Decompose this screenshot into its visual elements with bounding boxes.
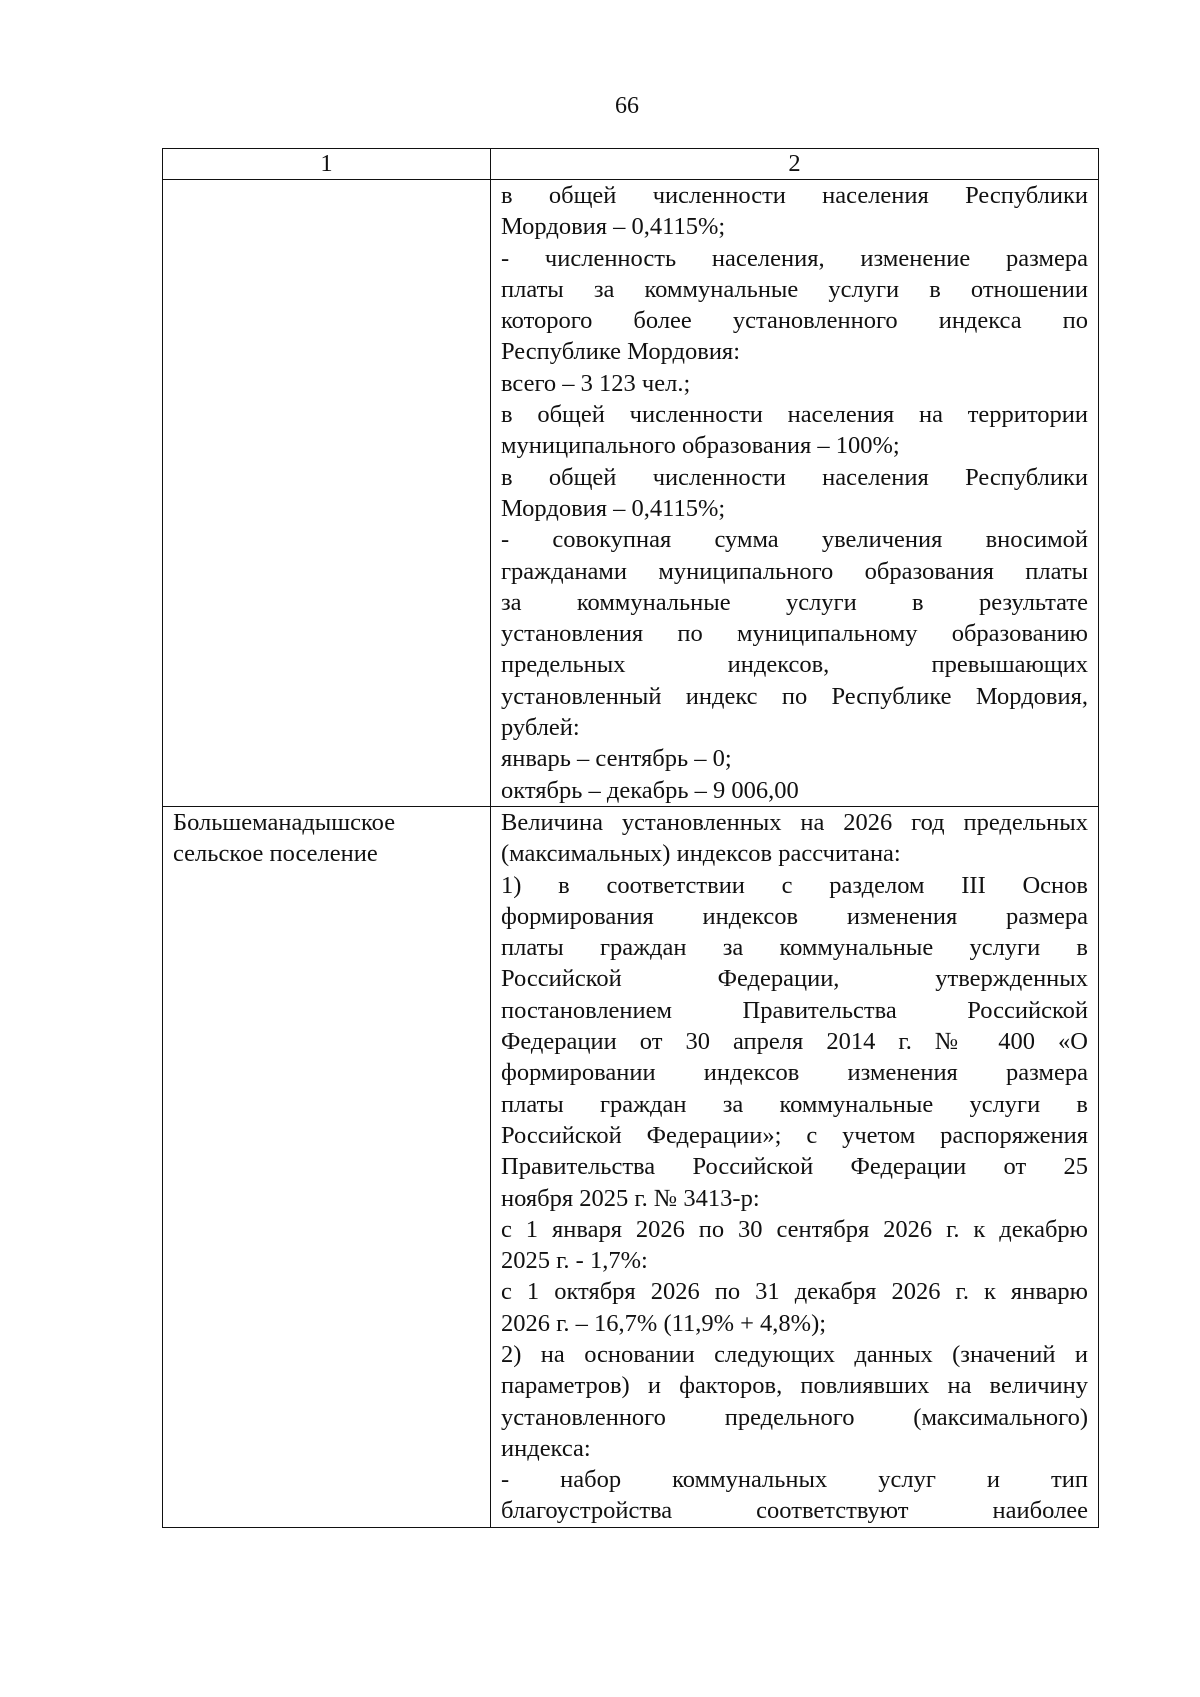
municipality-cell bbox=[163, 806, 491, 1527]
table-row bbox=[163, 806, 1099, 1527]
data-table bbox=[162, 148, 1099, 1528]
description-line: муниципального образования – 100%; bbox=[501, 432, 900, 460]
description-line: гражданами муниципального образования платы bbox=[501, 557, 1088, 585]
description-line: Республике Мордовия: bbox=[501, 338, 741, 366]
description-line: - совокупная сумма увеличения вносимой bbox=[501, 526, 1088, 554]
description-line: 1) в соответствии с разделом III Основ bbox=[501, 871, 1088, 899]
description-line: Правительства Российской Федерации от 25 bbox=[501, 1153, 1088, 1181]
table-header-row bbox=[163, 149, 1099, 180]
description-line: рублей: bbox=[501, 714, 580, 742]
description-line: Российской Федерации»; с учетом распоряжения bbox=[501, 1121, 1088, 1149]
column-header-1: 1 bbox=[163, 149, 491, 180]
description-line: ноября 2025 г. № 3413-р: bbox=[501, 1184, 760, 1212]
description-line: формировании индексов изменения размера bbox=[501, 1059, 1088, 1087]
description-line: октябрь – декабрь – 9 006,00 bbox=[501, 776, 799, 804]
description-line: в общей численности населения Республики bbox=[501, 463, 1088, 491]
description-line: 2025 г. - 1,7%: bbox=[501, 1247, 648, 1275]
description-line: Величина установленных на 2026 год предельных bbox=[501, 808, 1088, 836]
description-line: Федерации от 30 апреля 2014 г. № 400 «О bbox=[501, 1028, 1088, 1056]
description-line: 2) на основании следующих данных (значений и bbox=[501, 1340, 1088, 1368]
description-line: индекса: bbox=[501, 1434, 591, 1462]
table-row bbox=[163, 180, 1099, 807]
description-line: с 1 октября 2026 по 31 декабря 2026 г. к январю bbox=[501, 1278, 1088, 1306]
description-line: Мордовия – 0,4115%; bbox=[501, 213, 726, 241]
description-line: за коммунальные услуги в результате bbox=[501, 588, 1088, 616]
description-line: (максимальных) индексов рассчитана: bbox=[501, 840, 901, 868]
description-line: с 1 января 2026 по 30 сентября 2026 г. к декабрю bbox=[501, 1215, 1088, 1243]
description-line: платы граждан за коммунальные услуги в bbox=[501, 1090, 1088, 1118]
description-cell bbox=[491, 180, 1099, 807]
description-line: всего – 3 123 чел.; bbox=[501, 369, 691, 397]
description-line: 2026 г. – 16,7% (11,9% + 4,8%); bbox=[501, 1309, 827, 1337]
description-line: благоустройства соответствуют наиболее bbox=[501, 1497, 1088, 1525]
municipality-name-line: Большеманадышское bbox=[173, 808, 396, 836]
page-number: 66 bbox=[615, 93, 639, 119]
municipality-cell bbox=[163, 180, 491, 807]
column-header-2: 2 bbox=[491, 149, 1099, 180]
description-line: предельных индексов, превышающих bbox=[501, 651, 1088, 679]
description-line: которого более установленного индекса по bbox=[501, 307, 1088, 335]
description-line: в общей численности населения на территории bbox=[501, 401, 1088, 429]
description-line: установленного предельного (максимального) bbox=[501, 1403, 1088, 1431]
description-line: - набор коммунальных услуг и тип bbox=[501, 1466, 1088, 1494]
description-line: постановлением Правительства Российской bbox=[501, 996, 1088, 1024]
municipality-name-line: сельское поселение bbox=[173, 840, 378, 868]
description-line: - численность населения, изменение размера bbox=[501, 244, 1088, 272]
description-line: в общей численности населения Республики bbox=[501, 182, 1088, 209]
description-line: платы за коммунальные услуги в отношении bbox=[501, 275, 1088, 303]
description-line: платы граждан за коммунальные услуги в bbox=[501, 934, 1088, 962]
description-line: установления по муниципальному образованию bbox=[501, 620, 1088, 648]
description-cell bbox=[491, 806, 1099, 1527]
description-line: параметров) и факторов, повлиявших на величину bbox=[501, 1372, 1088, 1400]
description-line: январь – сентябрь – 0; bbox=[501, 745, 732, 773]
description-line: установленный индекс по Республике Мордовия, bbox=[501, 682, 1088, 710]
description-line: Российской Федерации, утвержденных bbox=[501, 965, 1088, 993]
description-line: формирования индексов изменения размера bbox=[501, 902, 1088, 930]
description-line: Мордовия – 0,4115%; bbox=[501, 494, 726, 522]
